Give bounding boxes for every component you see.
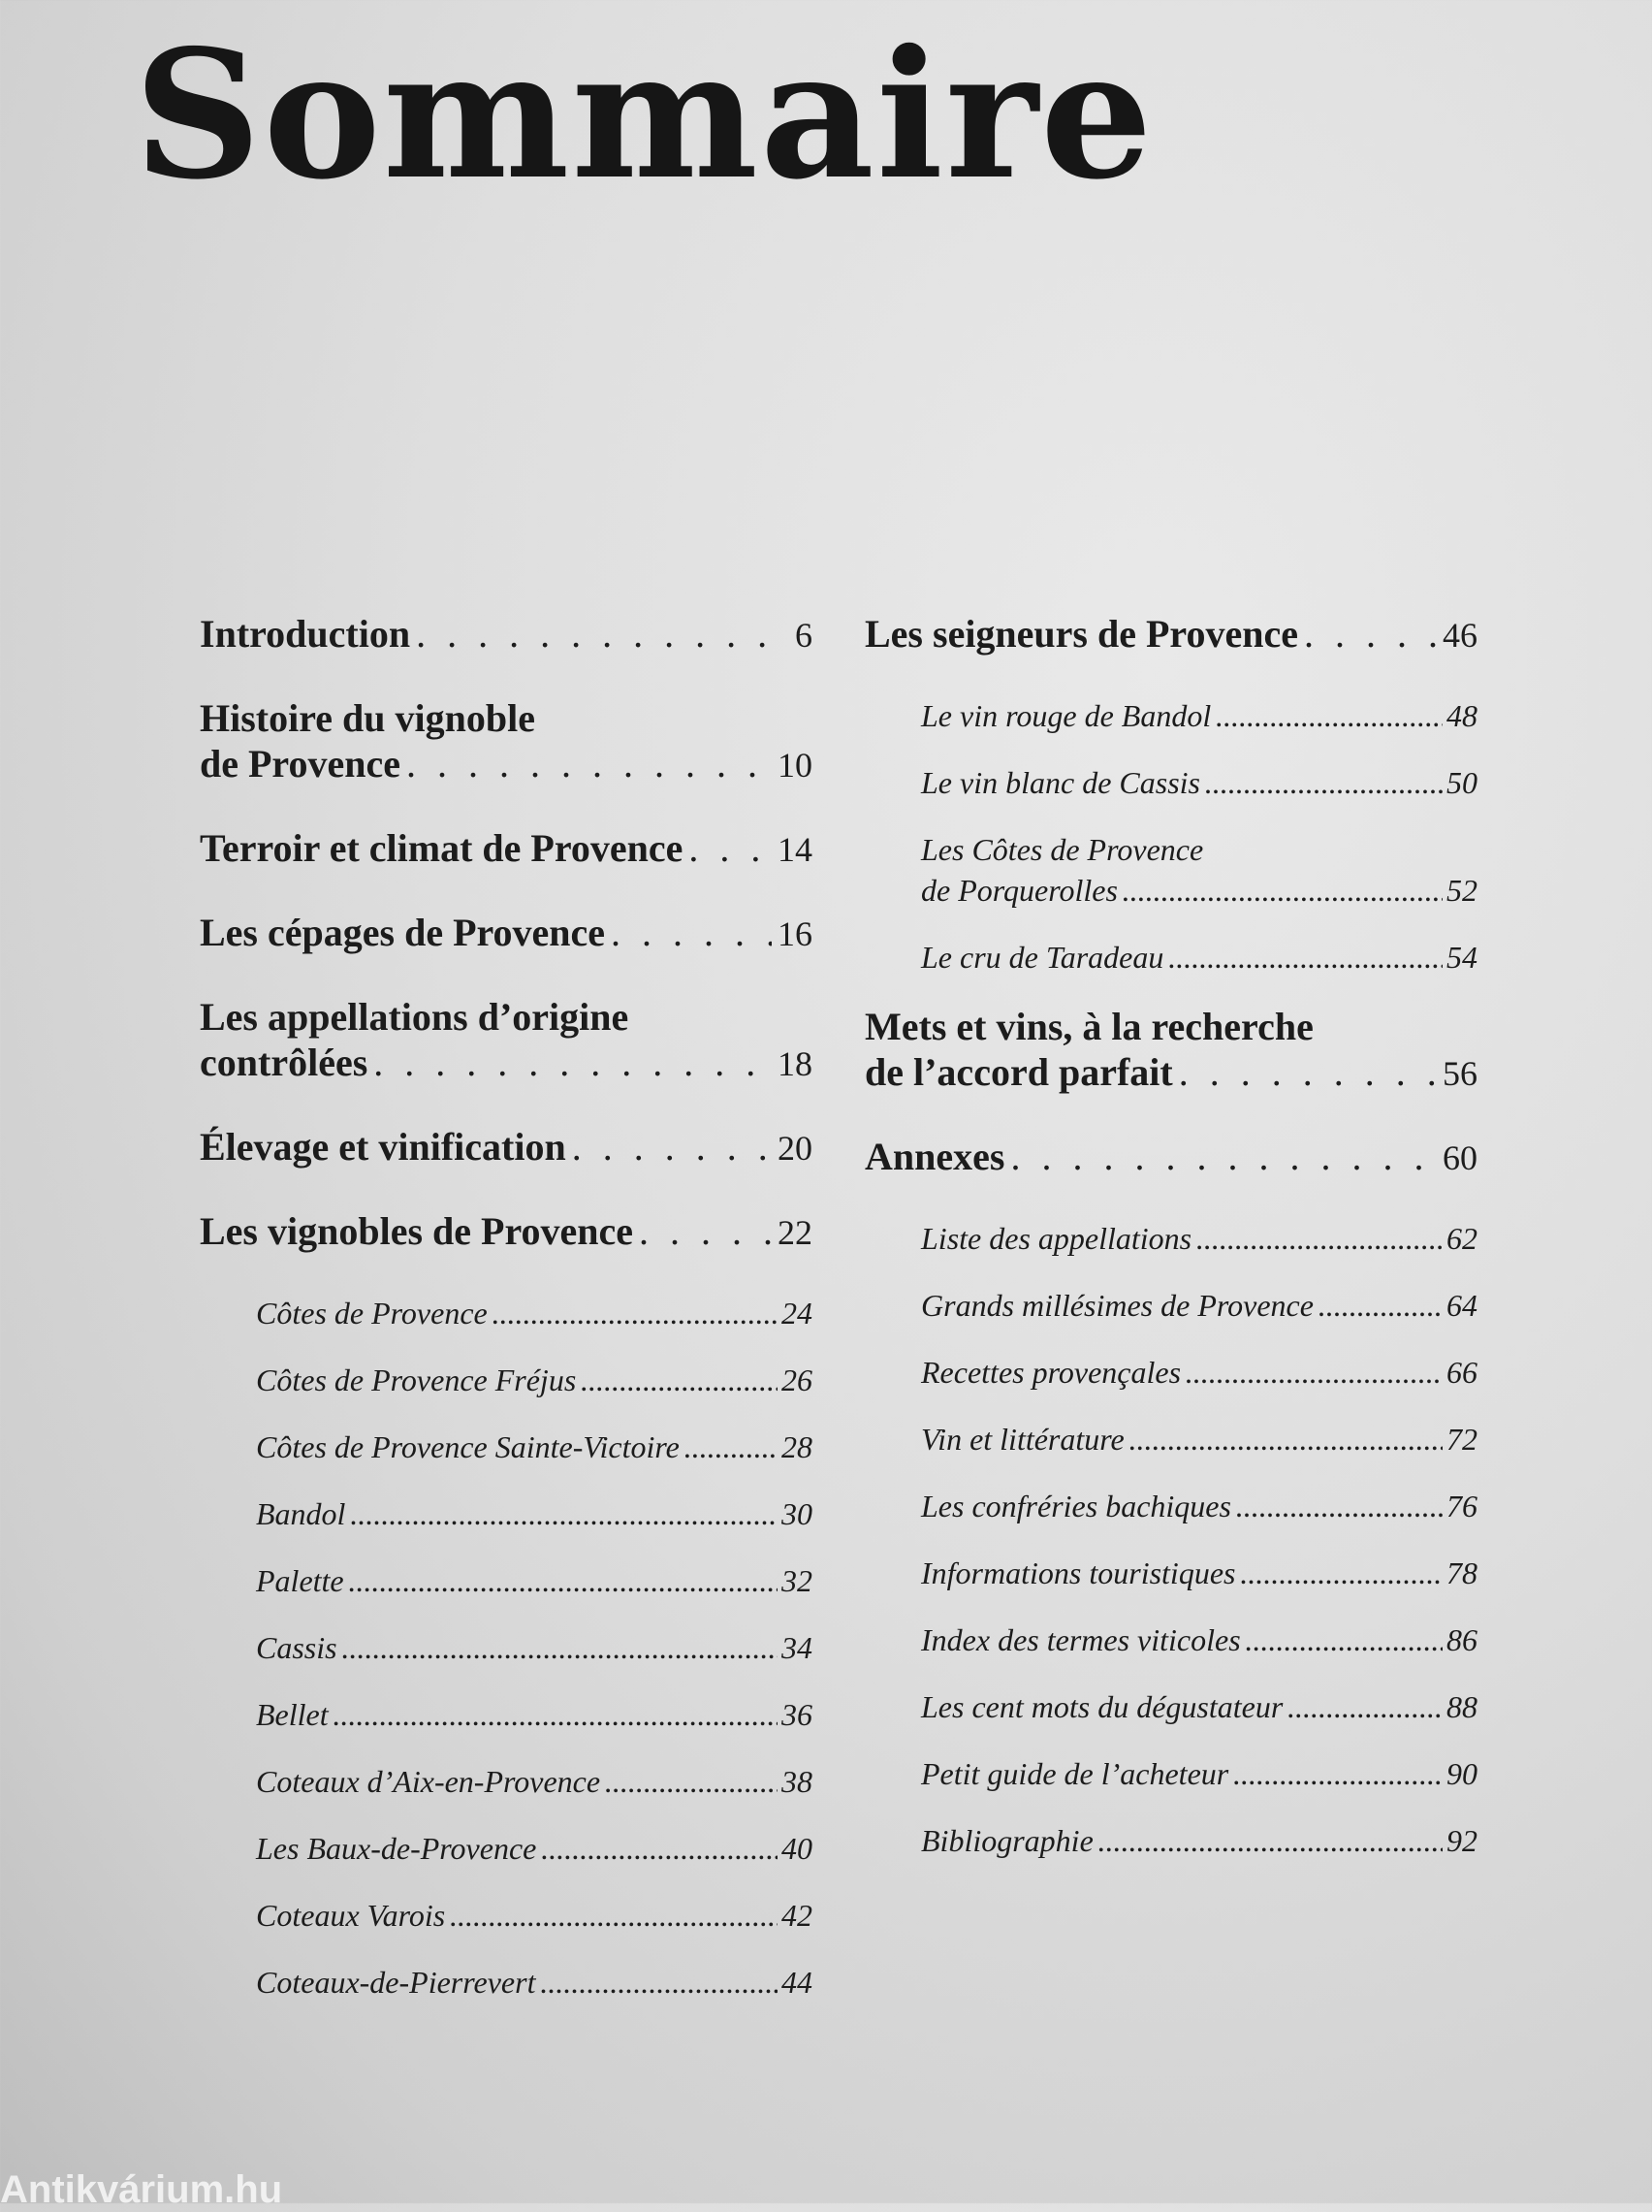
toc-entry-row	[256, 1360, 812, 1400]
toc-entry-row	[921, 1619, 1477, 1660]
toc-page-number: 20	[778, 1129, 812, 1168]
dot-leader	[1179, 1049, 1437, 1095]
toc-chapter[interactable]	[200, 994, 812, 1087]
dot-leader	[688, 825, 772, 871]
toc-chapter[interactable]	[865, 1004, 1477, 1097]
dot-leader	[341, 1627, 778, 1668]
dot-leader	[1010, 1134, 1437, 1179]
toc-left-column	[200, 611, 812, 2029]
toc-page-number: 26	[781, 1362, 812, 1397]
dot-leader	[449, 1895, 778, 1936]
toc-entry-row	[865, 1134, 1477, 1181]
toc-entry-title: Élevage et vinification	[200, 1125, 566, 1169]
dot-leader	[1287, 1686, 1443, 1727]
dot-leader	[416, 611, 789, 657]
toc-entry-row	[921, 1686, 1477, 1727]
toc-entry-row	[200, 910, 812, 957]
toc-chapter[interactable]	[200, 825, 812, 873]
toc-page-number: 14	[778, 830, 812, 869]
toc-entry-title: Coteaux Varois	[256, 1898, 446, 1933]
dot-leader	[639, 1208, 772, 1254]
dot-leader	[1097, 1820, 1443, 1861]
toc-entry-row	[256, 1627, 812, 1668]
toc-page-number: 10	[778, 746, 812, 785]
toc-entry-title: Les cent mots du dégustateur	[921, 1689, 1284, 1724]
toc-page-number: 62	[1446, 1221, 1477, 1256]
toc-subentry[interactable]	[921, 762, 1477, 803]
toc-entry-row	[256, 1895, 812, 1936]
toc-entry-title: Terroir et climat de Provence	[200, 826, 683, 870]
toc-entry-title: Vin et littérature	[921, 1422, 1125, 1457]
toc-entry-title: Liste des appellations	[921, 1221, 1192, 1256]
toc-chapter[interactable]	[200, 695, 812, 788]
toc-entry-row	[256, 1761, 812, 1802]
toc-entry-title: de l’accord parfait	[865, 1050, 1173, 1094]
toc-entry-row	[256, 1962, 812, 2003]
toc-entry-row	[200, 1208, 812, 1256]
dot-leader	[540, 1828, 778, 1869]
toc-entry-row	[921, 1753, 1477, 1794]
toc-entry-title: Bibliographie	[921, 1823, 1094, 1858]
toc-entry-title: Bellet	[256, 1697, 329, 1732]
dot-leader	[492, 1293, 778, 1333]
toc-entry-title: de Porquerolles	[921, 873, 1118, 908]
toc-entry-row	[921, 1419, 1477, 1459]
toc-page-number: 52	[1446, 873, 1477, 908]
toc-subentry[interactable]	[921, 695, 1477, 736]
dot-leader	[333, 1694, 778, 1735]
toc-page-number: 36	[781, 1697, 812, 1732]
toc-subentry[interactable]	[256, 1427, 812, 1467]
dot-leader	[683, 1427, 778, 1467]
toc-entry-title: Palette	[256, 1563, 344, 1598]
toc-chapter[interactable]	[200, 1124, 812, 1171]
toc-subentry[interactable]	[921, 1352, 1477, 1393]
toc-page-number: 32	[781, 1563, 812, 1598]
dot-leader	[611, 910, 772, 955]
toc-entry-row	[921, 762, 1477, 803]
toc-entry-title: Coteaux-de-Pierrevert	[256, 1965, 536, 2000]
toc-page-number: 42	[781, 1898, 812, 1933]
toc-entry-title: Côtes de Provence	[256, 1296, 488, 1330]
toc-entry-title: de Provence	[200, 742, 400, 785]
toc-page-number: 18	[778, 1044, 812, 1083]
toc-subentry[interactable]	[921, 937, 1477, 978]
toc-entry-row	[921, 1486, 1477, 1526]
toc-subentry[interactable]	[256, 1895, 812, 1936]
toc-right-column	[865, 611, 1477, 1887]
toc-page-number: 90	[1446, 1756, 1477, 1791]
toc-subentry[interactable]	[256, 1694, 812, 1735]
dot-leader	[1239, 1553, 1443, 1593]
toc-entry-title: Cassis	[256, 1630, 337, 1665]
toc-subentry[interactable]	[921, 1553, 1477, 1593]
toc-page-number: 16	[778, 914, 812, 953]
toc-chapter[interactable]	[200, 1208, 812, 1256]
toc-entry-title: Les cépages de Provence	[200, 911, 606, 954]
toc-subentry[interactable]	[256, 1293, 812, 1333]
toc-entry-title: Petit guide de l’acheteur	[921, 1756, 1229, 1791]
toc-entry-row	[200, 741, 812, 788]
toc-entry-title: Grands millésimes de Provence	[921, 1288, 1314, 1323]
toc-page-number: 30	[781, 1496, 812, 1531]
toc-entry-title-line: Mets et vins, à la recherche	[865, 1005, 1314, 1048]
dot-leader	[1215, 695, 1443, 736]
toc-entry-title: Les seigneurs de Provence	[865, 612, 1298, 656]
toc-entry-title: Le vin blanc de Cassis	[921, 765, 1200, 800]
toc-subentry[interactable]	[256, 1560, 812, 1601]
toc-entry-row	[865, 1049, 1477, 1097]
toc-entry-title: Bandol	[256, 1496, 346, 1531]
toc-entry-title-line: Les appellations d’origine	[200, 995, 629, 1039]
toc-entry-title-line: Histoire du vignoble	[200, 696, 535, 740]
dot-leader	[1232, 1753, 1443, 1794]
toc-entry-title: Recettes provençales	[921, 1355, 1182, 1390]
toc-page-number: 76	[1446, 1489, 1477, 1523]
toc-page-number: 38	[781, 1764, 812, 1799]
toc-entry-row	[921, 1553, 1477, 1593]
toc-entry-title: Le vin rouge de Bandol	[921, 698, 1212, 733]
toc-entry-title: Le cru de Taradeau	[921, 940, 1164, 975]
dot-leader	[604, 1761, 778, 1802]
dot-leader	[1235, 1486, 1443, 1526]
toc-chapter[interactable]	[865, 1134, 1477, 1181]
toc-subentry[interactable]	[921, 1619, 1477, 1660]
toc-page-number: 6	[795, 616, 812, 655]
toc-entry-row	[200, 1040, 812, 1087]
toc-entry-row	[256, 1427, 812, 1467]
toc-page-number: 24	[781, 1296, 812, 1330]
toc-subentry[interactable]	[921, 1753, 1477, 1794]
toc-entry-title: Les confréries bachiques	[921, 1489, 1231, 1523]
toc-entry-title: Index des termes viticoles	[921, 1622, 1241, 1657]
dot-leader	[349, 1493, 778, 1534]
toc-page-number: 54	[1446, 940, 1477, 975]
toc-page-number: 66	[1446, 1355, 1477, 1390]
toc-subentry[interactable]	[256, 1761, 812, 1802]
toc-entry-row	[256, 1293, 812, 1333]
toc-page-number: 64	[1446, 1288, 1477, 1323]
toc-subentry[interactable]	[256, 1828, 812, 1869]
dot-leader	[1195, 1218, 1443, 1259]
dot-leader	[406, 741, 772, 786]
dot-leader	[1167, 937, 1443, 978]
toc-entry-title: Côtes de Provence Sainte-Victoire	[256, 1429, 680, 1464]
toc-page-number: 28	[781, 1429, 812, 1464]
toc-entry-row	[921, 1285, 1477, 1326]
toc-chapter[interactable]	[200, 910, 812, 957]
toc-entry-row	[256, 1828, 812, 1869]
toc-page-number: 40	[781, 1831, 812, 1866]
toc-page-number: 88	[1446, 1689, 1477, 1724]
dot-leader	[1185, 1352, 1443, 1393]
toc-entry-row	[921, 937, 1477, 978]
toc-entry-title: Les Baux-de-Provence	[256, 1831, 537, 1866]
toc-entry-row	[921, 1352, 1477, 1393]
toc-subentry[interactable]	[921, 1285, 1477, 1326]
toc-entry-row	[200, 611, 812, 658]
toc-chapter[interactable]	[865, 611, 1477, 658]
toc-subentry[interactable]	[256, 1360, 812, 1400]
toc-subentry[interactable]	[921, 1820, 1477, 1861]
toc-subentry[interactable]	[921, 1218, 1477, 1259]
page-title: Sommaire	[134, 11, 1155, 218]
toc-entry-title: Annexes	[865, 1135, 1005, 1178]
toc-entry-row	[200, 825, 812, 873]
dot-leader	[1204, 762, 1443, 803]
toc-subentry[interactable]	[921, 829, 1477, 911]
toc-page-number: 56	[1443, 1054, 1477, 1093]
toc-entry-title: Coteaux d’Aix-en-Provence	[256, 1764, 601, 1799]
toc-entry-row	[256, 1694, 812, 1735]
dot-leader	[572, 1124, 772, 1170]
toc-subentry[interactable]	[256, 1493, 812, 1534]
dot-leader	[1318, 1285, 1443, 1326]
toc-entry-title: Informations touristiques	[921, 1555, 1236, 1590]
toc-entry-row	[921, 1218, 1477, 1259]
toc-page-number: 22	[778, 1213, 812, 1252]
toc-page-number: 72	[1446, 1422, 1477, 1457]
dot-leader	[580, 1360, 778, 1400]
toc-entry-row	[921, 870, 1477, 911]
watermark: Antikvárium.hu	[0, 2168, 283, 2211]
toc-page-number: 48	[1446, 698, 1477, 733]
dot-leader	[1245, 1619, 1443, 1660]
toc-page-number: 60	[1443, 1138, 1477, 1177]
toc-page-number: 92	[1446, 1823, 1477, 1858]
toc-page-number: 78	[1446, 1555, 1477, 1590]
dot-leader	[539, 1962, 778, 2003]
toc-entry-row	[256, 1560, 812, 1601]
toc-page-number: 46	[1443, 616, 1477, 655]
toc-entry-row	[256, 1493, 812, 1534]
toc-subentry[interactable]	[256, 1627, 812, 1668]
toc-page-number: 50	[1446, 765, 1477, 800]
toc-page-number: 86	[1446, 1622, 1477, 1657]
dot-leader	[1128, 1419, 1443, 1459]
toc-chapter[interactable]	[200, 611, 812, 658]
dot-leader	[348, 1560, 778, 1601]
toc-entry-row	[921, 1820, 1477, 1861]
toc-subentry[interactable]	[921, 1419, 1477, 1459]
toc-entry-row	[921, 695, 1477, 736]
dot-leader	[373, 1040, 772, 1085]
toc-entry-row	[200, 1124, 812, 1171]
toc-entry-title: Introduction	[200, 612, 411, 656]
toc-subentry[interactable]	[256, 1962, 812, 2003]
toc-entry-title-line: Les Côtes de Provence	[921, 832, 1204, 867]
dot-leader	[1304, 611, 1437, 657]
toc-entry-title: Côtes de Provence Fréjus	[256, 1362, 577, 1397]
toc-entry-row	[865, 611, 1477, 658]
toc-entry-title: contrôlées	[200, 1041, 368, 1084]
toc-subentry[interactable]	[921, 1486, 1477, 1526]
toc-page-number: 44	[781, 1965, 812, 2000]
toc-subentry[interactable]	[921, 1686, 1477, 1727]
toc-page-number: 34	[781, 1630, 812, 1665]
toc-entry-title: Les vignobles de Provence	[200, 1209, 634, 1253]
dot-leader	[1122, 870, 1443, 911]
